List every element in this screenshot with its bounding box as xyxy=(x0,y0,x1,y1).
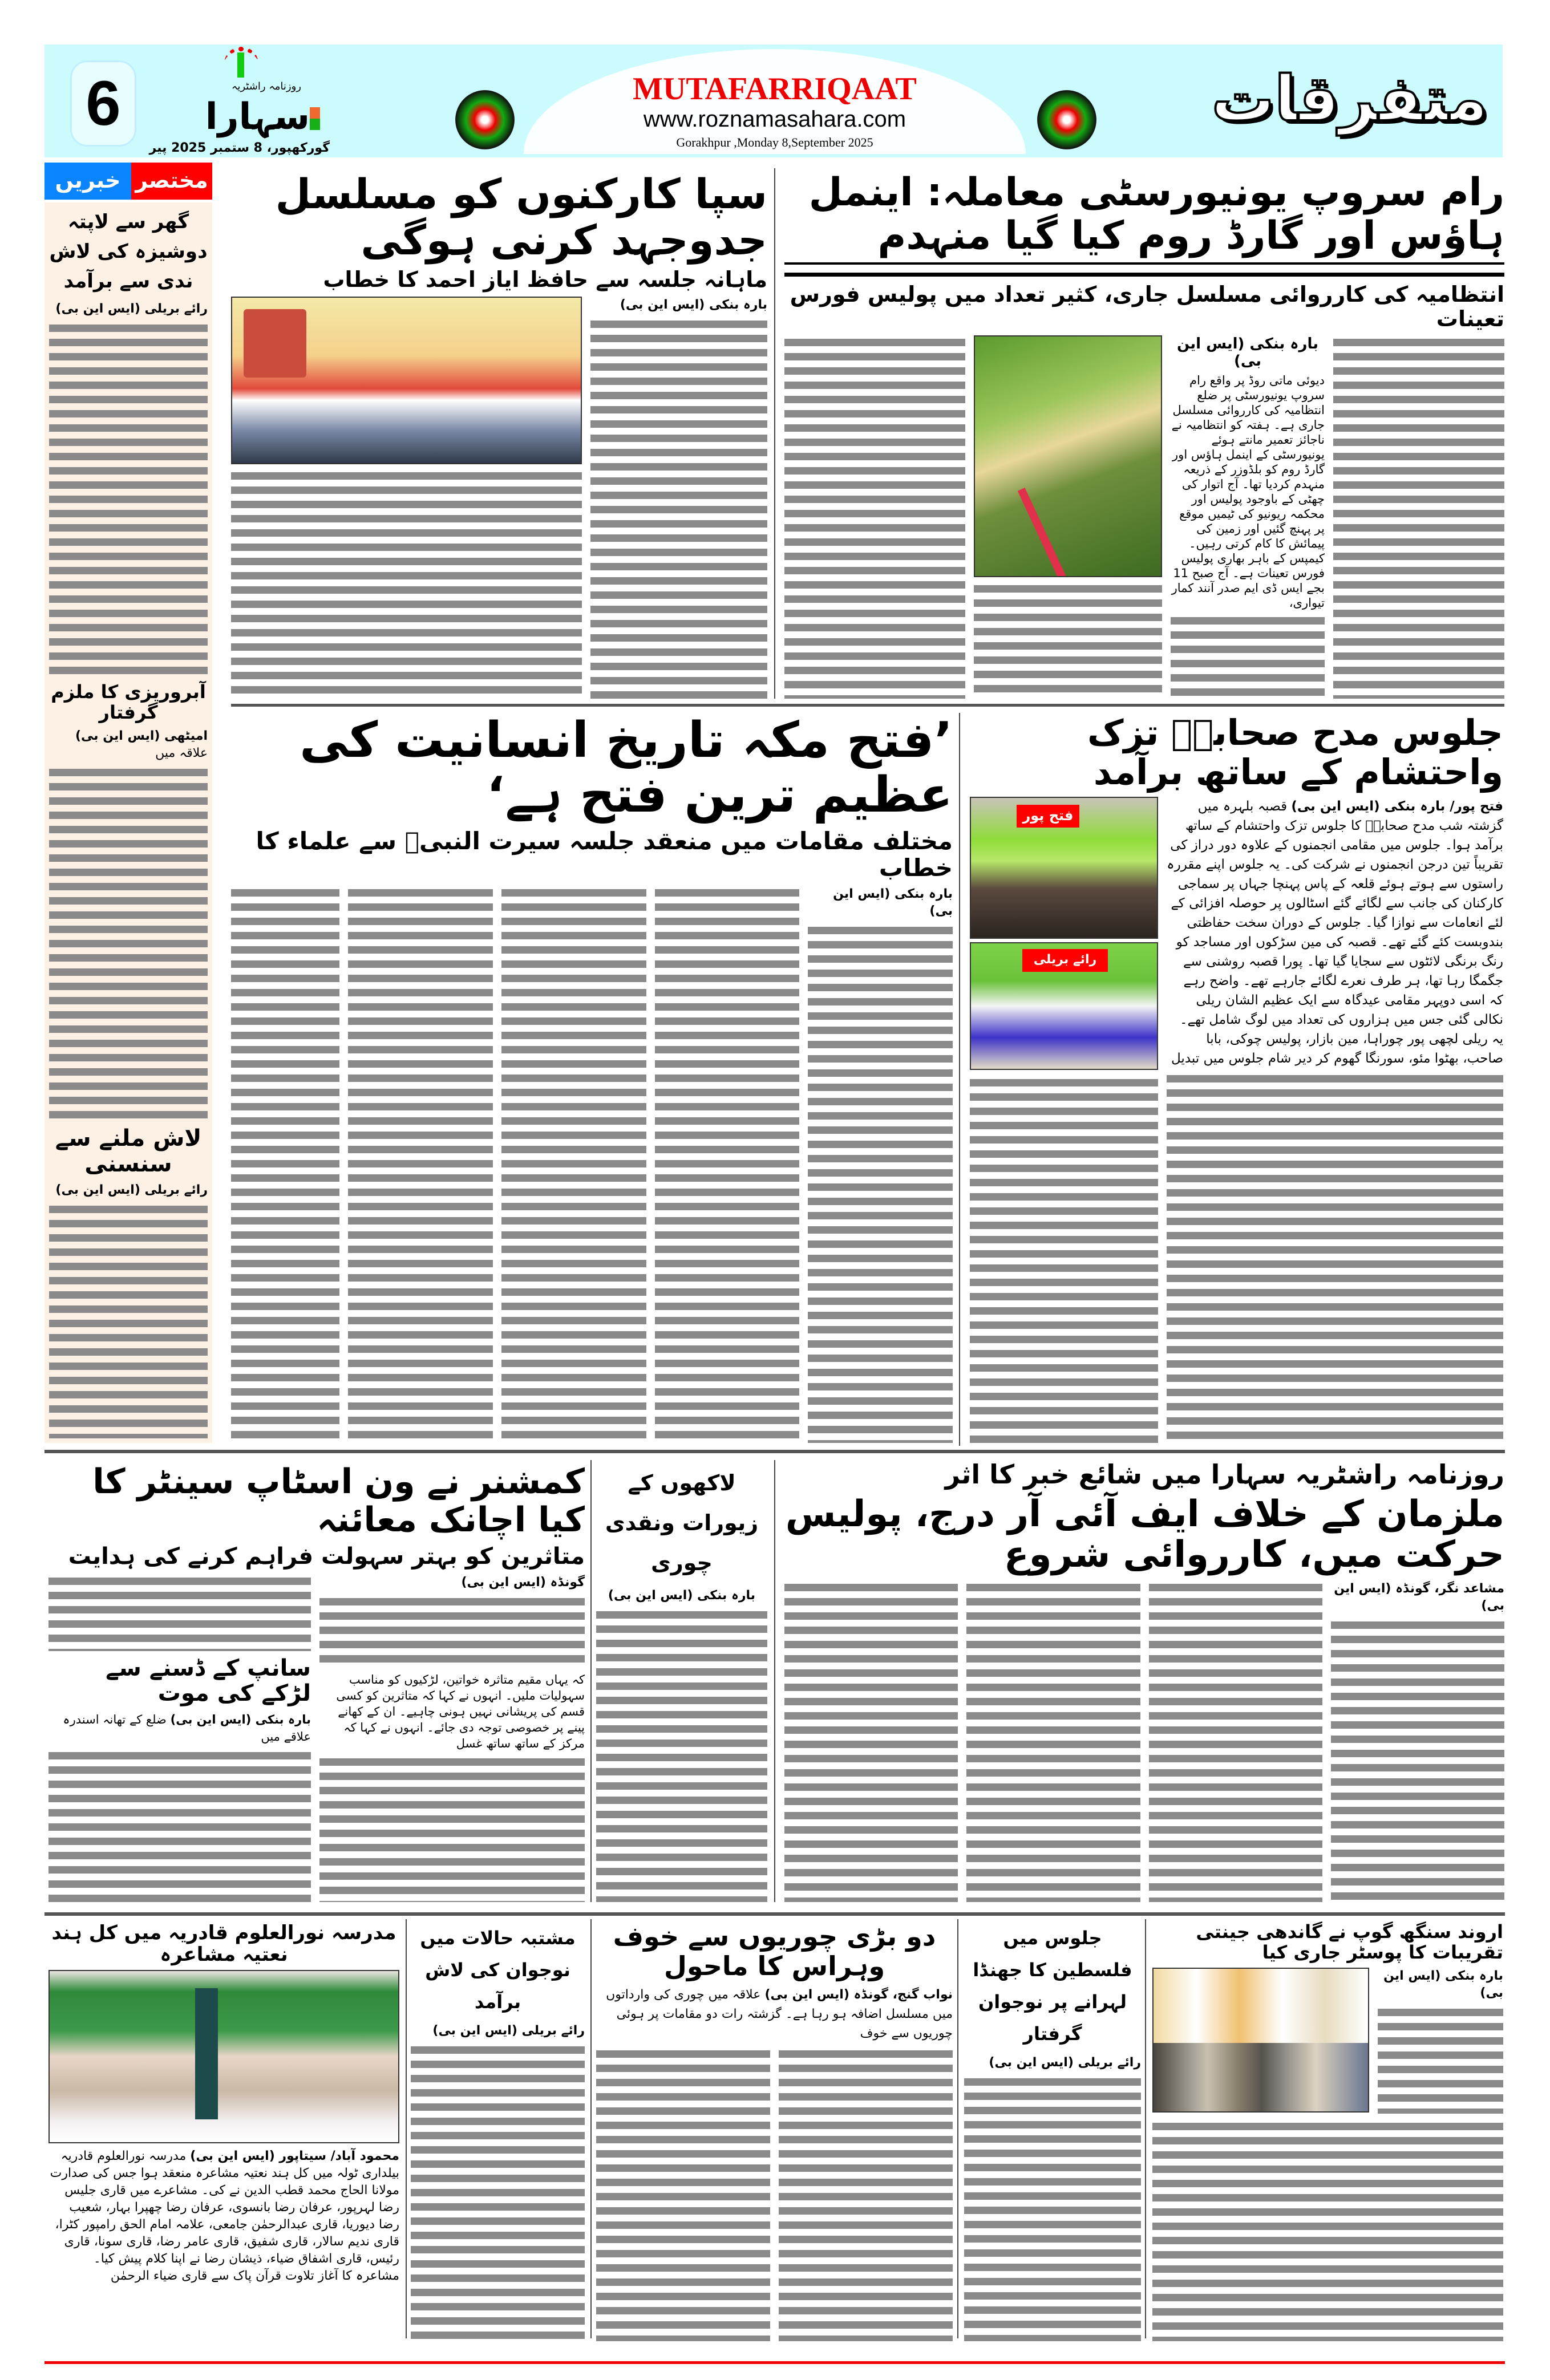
column-divider xyxy=(959,713,960,1446)
dateline: نواب گنج، گونڈہ (ایس این بی) xyxy=(764,1988,953,2002)
brief-headline: لاش ملنے سے سنسنی xyxy=(55,1125,202,1178)
article-body-text xyxy=(1378,2005,1503,2114)
section-title-english: MUTAFARRIQAAT xyxy=(633,71,917,107)
column-divider xyxy=(406,1919,407,2338)
story-fath-makka xyxy=(231,713,953,1443)
headline-fir: ملزمان کے خلاف ایف آئی آر درج، پولیس حرکت میں، کارروائی شروع xyxy=(785,1493,1504,1576)
story-commissioner xyxy=(48,1463,585,1902)
article-body-text xyxy=(501,886,646,1443)
headline-julus: جلوس مدح صحابہؓ تزک واحتشام کے ساتھ برآمد xyxy=(1087,712,1503,793)
lead-text xyxy=(1171,373,1325,610)
photo-people xyxy=(1154,2043,1369,2111)
column-divider xyxy=(957,1919,958,2338)
headline-fath-makka: ’فتح مکہ تاریخ انسانیت کی عظیم ترین فتح ہے‘ xyxy=(300,712,953,824)
page-number-badge xyxy=(70,60,136,147)
brief-body-text xyxy=(49,321,208,675)
article-body-text xyxy=(231,469,582,699)
column-divider xyxy=(590,1460,592,1902)
story-fir xyxy=(784,1460,1504,1902)
story-naatia-mushaira xyxy=(48,1922,399,2288)
article-body-text xyxy=(231,886,339,1443)
photo-mushaira-stage xyxy=(48,1970,399,2143)
dateline: بارہ بنکی (ایس این بی) xyxy=(170,1713,311,1727)
column-divider xyxy=(1145,1919,1146,2338)
masthead xyxy=(44,44,1503,157)
brief-news-sidebar xyxy=(44,202,212,1443)
brief-headline: آبروریزی کا ملزم گرفتار xyxy=(51,680,206,723)
brief-news-label-red: مختصر xyxy=(131,163,212,200)
article-body-text xyxy=(1171,614,1325,699)
article-body-text xyxy=(966,1580,1140,1902)
snake-dateline-line xyxy=(48,1711,311,1745)
dateline: محمود آباد/ سیتاپور (ایس این بی) xyxy=(190,2149,399,2164)
article-body-text xyxy=(1331,1618,1504,1902)
article-body-text xyxy=(779,2047,953,2341)
headline-naatia-mushaira: مدرسہ نورالعلوم قادریہ میں کل ہند نعتیہ مشاعرہ xyxy=(51,1921,396,1967)
dateline: بارہ بنکی (ایس این بی) xyxy=(608,1588,756,1603)
lead-text xyxy=(596,1985,953,2044)
article-body-text xyxy=(411,2043,585,2341)
section-title-urdu: متفرقات xyxy=(1211,62,1488,135)
subhead-ram-swaroop: انتظامیہ کی کارروائی مسلسل جاری، کثیر تعداد میں پولیس فورس تعینات xyxy=(790,282,1504,331)
article-body-text xyxy=(319,1595,585,1668)
logo-name: سہارا xyxy=(205,96,310,138)
photo-poster-release xyxy=(1152,1968,1369,2113)
article-body-text xyxy=(590,317,767,699)
photo-university-campus xyxy=(974,335,1162,577)
english-dateline: Gorakhpur ,Monday 8,September 2025 xyxy=(676,135,873,149)
brief-dateline-line xyxy=(49,728,208,762)
lead-text-content: قصبہ بلہرہ میں گزشتہ شب مدح صحابہؓ کا جلوس تزک واحتشام کے ساتھ برآمد ہوا۔ جلوس میں مقامی انجمنوں کے علاوہ دور دراز کی تقریباً تین درجن انجمنوں نے شرکت کی۔ یہ جلوس اپنے مقررہ راستوں سے ہوتے ہوئے قلعہ کے پاس پہنچا جہاں پر سماجی کارکنان کی جانب سے لگائے گئے اسٹالوں پر حوصلہ افزائی کے لئے انعامات سے نوازا گیا۔ جلوس کے دوران سخت حفاظتی بندوبست کئے گئے تھے۔ قصبہ کی مین سڑکوں اور مساجد کو رنگ برنگی لائٹوں سے سجایا گیا تھا۔ پورا قصبہ روشنی سے جگمگا رہا تھا، ہر طرف نعرے لگائے جارہے تھے۔ واضح رہے کہ اسی دوپہر مقامی عیدگاہ سے ایک عظیم الشان ریلی نکالی گئی جس میں ہزاروں کی تعداد میں لوگ شامل تھے۔ یہ ریلی لچھی پور چوراہا، مین بازار، پولیس چوکی، بابا صاحب، بھٹوا مئو، سورنگا گھوم کر دیر شام جلوس میں تبدیل xyxy=(1167,798,1503,1066)
column-divider xyxy=(774,1460,775,1902)
story-zevrat xyxy=(596,1463,767,1902)
dateline: رائے بریلی (ایس این بی) xyxy=(432,2024,585,2038)
page-bottom-rule xyxy=(44,2361,1505,2364)
logo-tricolor-stripe xyxy=(310,107,320,130)
photo-speaker xyxy=(195,1988,218,2119)
headline-zevrat: لاکھوں کے زیورات ونقدی چوری xyxy=(605,1470,759,1575)
page-number: 6 xyxy=(86,68,121,139)
article-body-text xyxy=(1149,1580,1322,1902)
article-body-text xyxy=(596,1608,767,1902)
lead-text-content: ضلع کے تھانہ اسندرہ علاقے میں xyxy=(63,1713,311,1744)
article-body-text xyxy=(970,1076,1158,1443)
dateline: بارہ بنکی (ایس این بی) xyxy=(1176,335,1319,370)
brief-dateline: رائے بریلی (ایس این بی) xyxy=(55,302,208,316)
article-body-text xyxy=(319,1755,585,1902)
brief-headline: گھر سے لاپتہ دوشیزہ کی لاش ندی سے برآمد xyxy=(49,210,208,293)
lead-text xyxy=(319,1672,585,1751)
photo-sp-meeting xyxy=(231,297,582,464)
photo-red-pipe xyxy=(1018,488,1066,577)
website-url[interactable]: www.roznamasahara.com xyxy=(643,107,906,132)
brief-body-text xyxy=(49,765,208,1120)
dateline: بارہ بنکی (ایس این بی) xyxy=(1383,1968,1503,2000)
photo-tag-rae-bareli: رائے بریلی xyxy=(1022,949,1108,972)
article-body-text xyxy=(655,886,800,1443)
section-rule xyxy=(44,1450,1505,1453)
story-thefts xyxy=(596,1922,953,2341)
dateline: مشاعد نگر، گونڈہ (ایس این بی) xyxy=(1334,1581,1504,1613)
lead-text-content: دیوئی ماتی روڈ پر واقع رام سروپ یونیورسٹی پر ضلع انتظامیہ کی کارروائی مسلسل جاری ہے۔ ہفتہ کو انتظامیہ نے ناجائز تعمیر مانتے ہوئے یونیورسٹی کے اینمل ہاؤس اور گارڈ روم کو بلڈوزر کے ذریعہ منہدم کردیا تھا۔ آج اتوار کی چھٹی کے باوجود پولیس اور محکمہ ریونیو کی ٹیمیں موقع پر پہنچ گئیں اور زمین کی پیمائش کا کام کرتی رہیں۔ کیمپس کے باہر بھاری پولیس فورس تعینات ہے۔ آج صبح 11 بجے ایس ڈی ایم صدر آنند کمار تیواری، xyxy=(1171,374,1325,610)
lead-text-content: مدرسہ نورالعلوم قادریہ بیلداری ٹولہ میں کل ہند نعتیہ مشاعرہ منعقد ہوا جس کی صدارت مولانا الحاج محمد قطب الدین نے کی۔ مشاعرے میں قاری جلیس رضا لہرپور، عرفان رضا بانسوی، عرفان رضا چھپرا بہار، شعیب رضا دیوریا، قاری عبدالرحمٰن جامعی، علامہ امام الحق رامپور کٹرا، قاری ندیم سالار، قاری شفیق، قاری عامر رضا، قاری سونا، قاری رئیس، قاری اشفاق ضیاء، ذیشان رضا نے اپنا کلام پیش کیا۔ مشاعرہ کا آغاز تلاوت قرآن پاک سے قاری ضیاء الرحمٰن xyxy=(50,2149,399,2284)
brief-news-label xyxy=(44,163,212,200)
article-body-text xyxy=(784,1580,958,1902)
logo-kicker: روزنامہ راشٹریہ xyxy=(231,80,301,92)
lead-text-content: علاقہ میں چوری کی وارداتوں میں مسلسل اضافہ ہو رہا ہے۔ گزشتہ رات دو مقامات پر ہوئی چوریوں سے خوف xyxy=(606,1988,953,2041)
article-body-text xyxy=(48,1574,311,1651)
dateline: رائے بریلی (ایس این بی) xyxy=(989,2055,1141,2070)
headline-ram-swaroop: رام سروپ یونیورسٹی معاملہ: اینمل ہاؤس اور گارڈ روم کیا گیا منہدم xyxy=(808,170,1504,259)
header-emblem-left-icon xyxy=(455,90,515,149)
brief-dateline: امیٹھی (ایس این بی) xyxy=(75,728,208,743)
lead-text-content: کہ یہاں مقیم متاثرہ خواتین، لڑکیوں کو مناسب سہولیات ملیں۔ انہوں نے کہا کہ متاثرین کو کسی قسم کی پریشانی نہیں ہونی چاہیے۔ ان کے کھانے پینے پر خصوصی توجہ دی جائے۔ انہوں نے کہا کہ مرکز کے ساتھ ساتھ غسل xyxy=(336,1673,585,1751)
subhead-sp-workers: ماہانہ جلسہ سے حافظ ایاز احمد کا خطاب xyxy=(323,267,767,293)
headline-palestine-flag: جلوس میں فلسطین کا جھنڈا لہرانے پر نوجوان گرفتار xyxy=(973,1927,1132,2045)
story-ram-swaroop xyxy=(784,171,1504,699)
headline-arvind-poster: اروند سنگھ گوپ نے گاندھی جینتی تقریبات کا پوسٹر جاری کیا xyxy=(1196,1921,1503,1963)
headline-thefts: دو بڑی چوریوں سے خوف وہراس کا ماحول xyxy=(613,1921,936,1981)
article-body-text xyxy=(784,335,965,699)
brief-lead: علاقہ میں xyxy=(155,745,208,760)
headline-body-found: مشتبہ حالات میں نوجوان کی لاش برآمد xyxy=(420,1927,576,2013)
header-emblem-right-icon xyxy=(1037,90,1096,149)
column-divider xyxy=(774,168,775,699)
article-body-text xyxy=(974,582,1162,699)
headline-commissioner: کمشنر نے ون اسٹاپ سینٹر کا کیا اچانک معائنہ xyxy=(92,1462,585,1540)
headline-snake-bite: سانپ کے ڈسنے سے لڑکے کی موت xyxy=(106,1655,311,1707)
brief-dateline: رائے بریلی (ایس این بی) xyxy=(55,1183,208,1198)
photo-tag-fatehpur: فتح پور xyxy=(1017,805,1079,828)
lead-text xyxy=(48,2148,399,2285)
article-body-text xyxy=(808,923,953,1443)
story-sp-workers xyxy=(231,171,767,699)
urdu-dateline: گورکھپور، 8 ستمبر 2025 پیر xyxy=(149,141,330,155)
photo-rae-bareli-procession xyxy=(970,942,1158,1070)
kicker-fir: روزنامہ راشٹریہ سہارا میں شائع خبر کا اثر xyxy=(945,1459,1504,1490)
column-divider xyxy=(590,1919,592,2338)
story-palestine-flag xyxy=(964,1922,1141,2341)
story-arvind-poster xyxy=(1152,1922,1503,2341)
photo-fatehpur-procession xyxy=(970,797,1158,939)
dateline: بارہ بنکی (ایس این بی) xyxy=(620,297,767,312)
section-rule xyxy=(44,1912,1505,1916)
article-body-text xyxy=(1152,2119,1503,2341)
headline-sp-workers: سپا کارکنوں کو مسلسل جدوجہد کرنی ہوگی xyxy=(275,170,767,264)
section-rule xyxy=(231,704,1504,707)
header-dome xyxy=(524,49,1026,154)
brief-body-text xyxy=(49,1202,208,1438)
story-julus xyxy=(970,713,1503,1443)
sahara-logo xyxy=(149,44,370,157)
subhead-fath-makka: مختلف مقامات میں منعقد جلسہ سیرت النبیؐ سے علماء کا خطاب xyxy=(256,826,953,882)
double-rule xyxy=(784,262,1504,277)
article-body-text xyxy=(964,2075,1141,2341)
dateline: فتح پور/ بارہ بنکی (ایس این بی) xyxy=(1291,798,1503,814)
article-body-text xyxy=(1333,335,1504,699)
story-body-found xyxy=(411,1922,585,2341)
brief-news-label-blue: خبریں xyxy=(44,163,131,200)
article-body-text xyxy=(348,886,493,1443)
dateline: بارہ بنکی (ایس این بی) xyxy=(833,886,953,918)
article-body-text xyxy=(596,2047,770,2341)
dateline: گونڈہ (ایس این بی) xyxy=(461,1575,585,1590)
subhead-commissioner: متاثرین کو بہتر سہولت فراہم کرنے کی ہدایت xyxy=(68,1543,585,1570)
lead-text xyxy=(1167,797,1503,1068)
logo-number-one xyxy=(237,52,244,78)
article-body-text xyxy=(1167,1072,1503,1443)
photo-banner-portrait xyxy=(244,309,306,378)
article-body-text xyxy=(48,1749,311,1902)
